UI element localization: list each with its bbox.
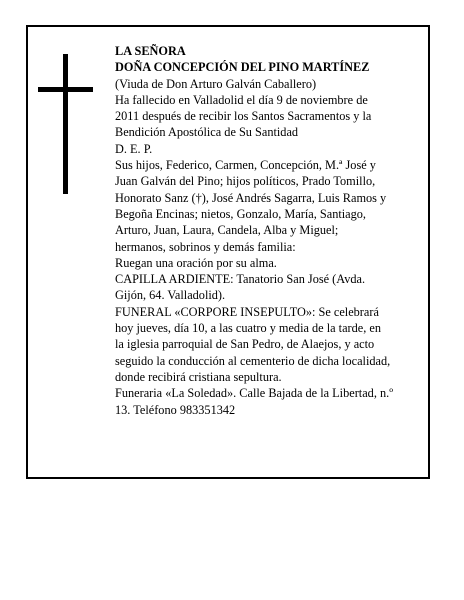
notice-line: CAPILLA ARDIENTE: Tanatorio San José (Avda. xyxy=(115,272,366,287)
notice-line: Arturo, Juan, Laura, Candela, Alba y Miguel; xyxy=(115,223,339,238)
cross-horizontal-bar xyxy=(38,87,93,92)
notice-line: Sus hijos, Federico, Carmen, Concepción, M.ª José y xyxy=(115,158,376,173)
notice-line: la iglesia parroquial de San Pedro, de Alaejos, y acto xyxy=(115,337,375,352)
notice-line: Ruegan una oración por su alma. xyxy=(115,255,277,270)
cross-vertical-bar xyxy=(63,54,68,194)
notice-line: Juan Galván del Pino; hijos políticos, Prado Tomillo, xyxy=(115,174,376,189)
notice-text xyxy=(115,43,425,418)
notice-line: Begoña Encinas; nietos, Gonzalo, María, Santiago, xyxy=(115,206,366,221)
notice-line: seguido la conducción al cementerio de dicha localidad, xyxy=(115,353,391,368)
notice-line: hoy jueves, día 10, a las cuatro y media de la tarde, en xyxy=(115,321,381,336)
notice-line: DOÑA CONCEPCIÓN DEL PINO MARTÍNEZ xyxy=(115,60,370,75)
notice-line: D. E. P. xyxy=(115,141,153,156)
notice-line: 13. Teléfono 983351342 xyxy=(115,402,236,417)
notice-line: (Viuda de Don Arturo Galván Caballero) xyxy=(115,76,317,91)
obituary-notice xyxy=(26,25,430,479)
notice-line: donde recibirá cristiana sepultura. xyxy=(115,369,282,384)
notice-line: Bendición Apostólica de Su Santidad xyxy=(115,125,299,140)
cross-icon xyxy=(38,54,93,194)
notice-line: Gijón, 64. Valladolid). xyxy=(115,288,226,303)
notice-line: Honorato Sanz (†), José Andrés Sagarra, Luis Ramos y xyxy=(115,190,387,205)
notice-line: LA SEÑORA xyxy=(115,44,186,58)
notice-line: hermanos, sobrinos y demás familia: xyxy=(115,239,296,254)
notice-line: 2011 después de recibir los Santos Sacramentos y la xyxy=(115,109,372,124)
notice-line: FUNERAL «CORPORE INSEPULTO»: Se celebrará xyxy=(115,304,379,319)
notice-line: Ha fallecido en Valladolid el día 9 de noviembre de xyxy=(115,92,368,107)
notice-line: Funeraria «La Soledad». Calle Bajada de la Libertad, n.º xyxy=(115,386,394,401)
